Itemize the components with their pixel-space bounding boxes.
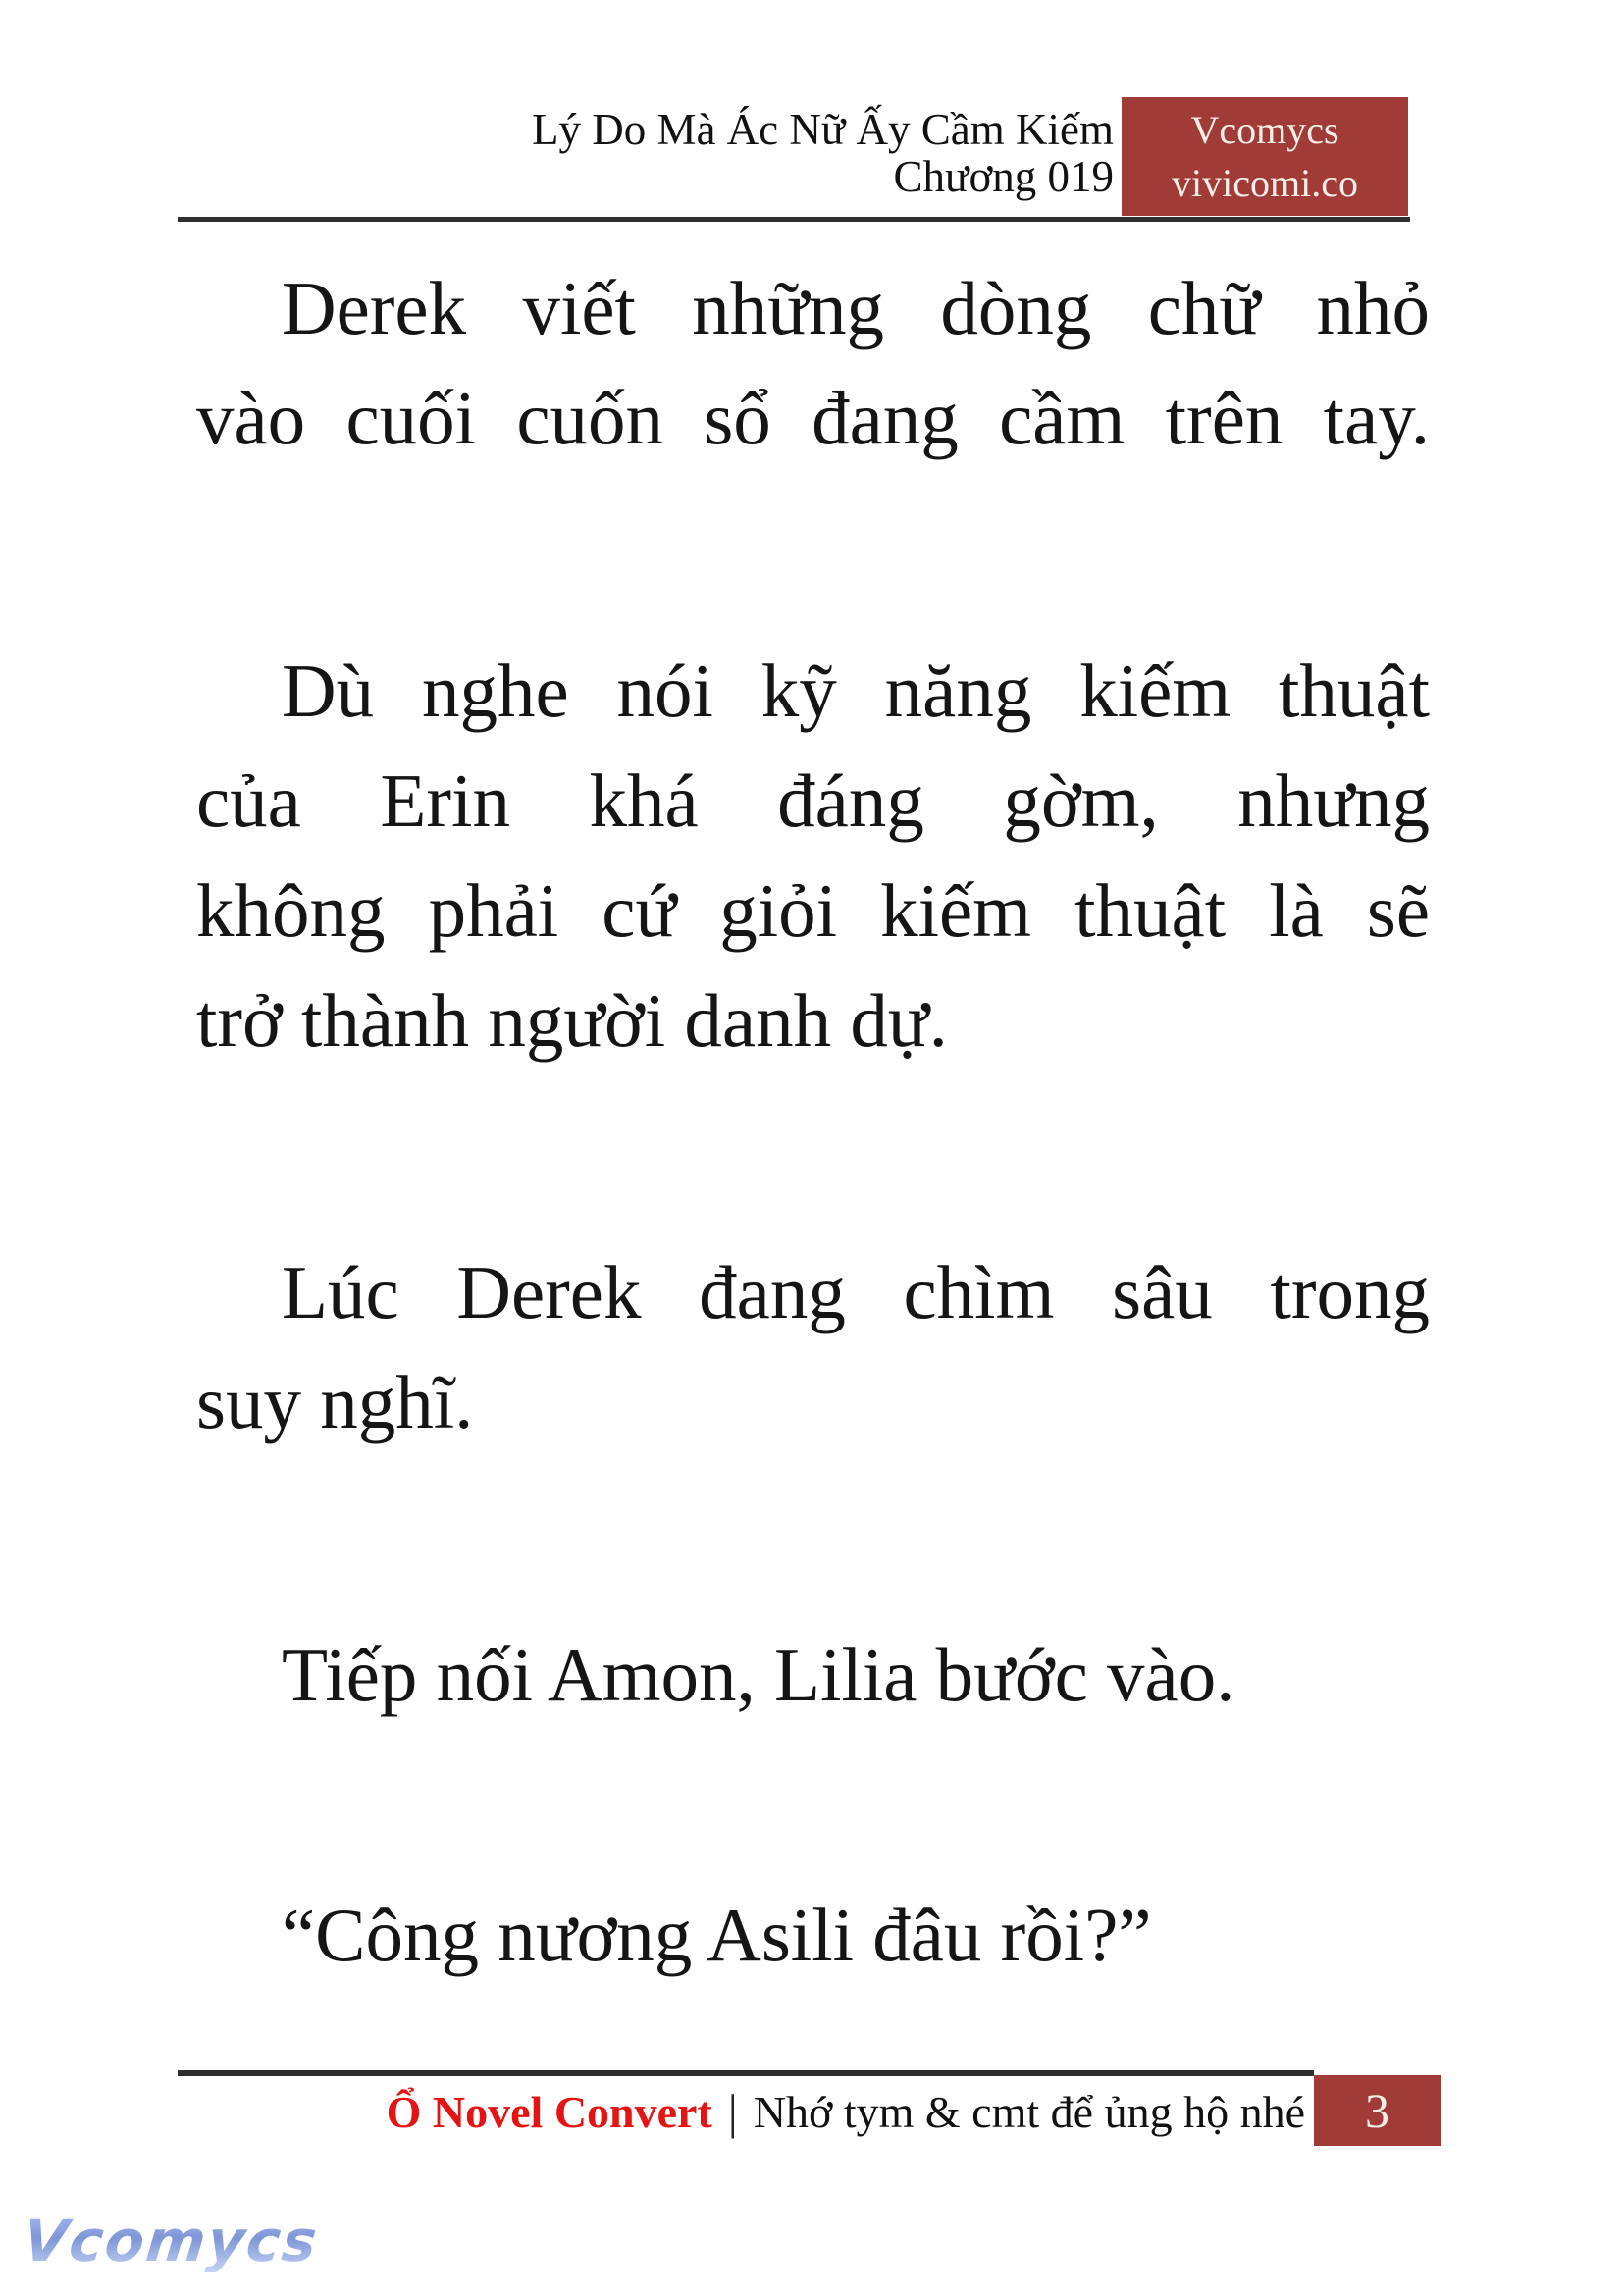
paragraph-line: trở thành người danh dự.	[196, 978, 948, 1063]
page-number-badge: 3	[1314, 2075, 1441, 2146]
paragraph	[196, 1620, 1430, 1730]
header-divider	[178, 217, 1410, 222]
footer-note: Nhớ tym & cmt để ủng hộ nhé	[753, 2086, 1305, 2137]
site-badge	[1122, 97, 1408, 216]
chapter-number: Chương 019	[893, 152, 1114, 201]
footer-separator: |	[727, 2084, 738, 2139]
paragraph-line: Lúc Derek đang chìm sâu trong	[282, 1250, 1430, 1334]
paragraph-line: Tiếp nối Amon, Lilia bước vào.	[282, 1633, 1235, 1717]
paragraph	[196, 1880, 1430, 1990]
paragraph-line: Derek viết những dòng chữ nhỏ	[282, 266, 1430, 350]
site-badge-name: Vcomycs	[1190, 107, 1339, 152]
paragraph	[196, 253, 1430, 473]
site-badge-url: vivicomi.co	[1172, 160, 1358, 205]
paragraph-line: Dù nghe nói kỹ năng kiếm thuật	[282, 649, 1430, 733]
page-header	[532, 106, 1114, 200]
paragraph-line: vào cuối cuốn sổ đang cầm trên tay.	[196, 376, 1430, 460]
paragraph	[196, 1237, 1430, 1457]
paragraph-line: “Công nương Asili đâu rồi?”	[282, 1893, 1152, 1977]
paragraph-line: suy nghĩ.	[196, 1360, 474, 1444]
page-footer	[387, 2076, 1305, 2147]
paragraph-line: không phải cứ giỏi kiếm thuật là sẽ	[196, 868, 1430, 953]
paragraph	[196, 636, 1430, 1075]
vcomycs-logo-watermark: Vcomycs	[20, 2208, 322, 2274]
series-title: Lý Do Mà Ác Nữ Ấy Cầm Kiếm	[531, 105, 1114, 154]
paragraph-line: của Erin khá đáng gờm, nhưng	[196, 758, 1430, 843]
footer-brand: Ổ Novel Convert	[386, 2086, 712, 2137]
